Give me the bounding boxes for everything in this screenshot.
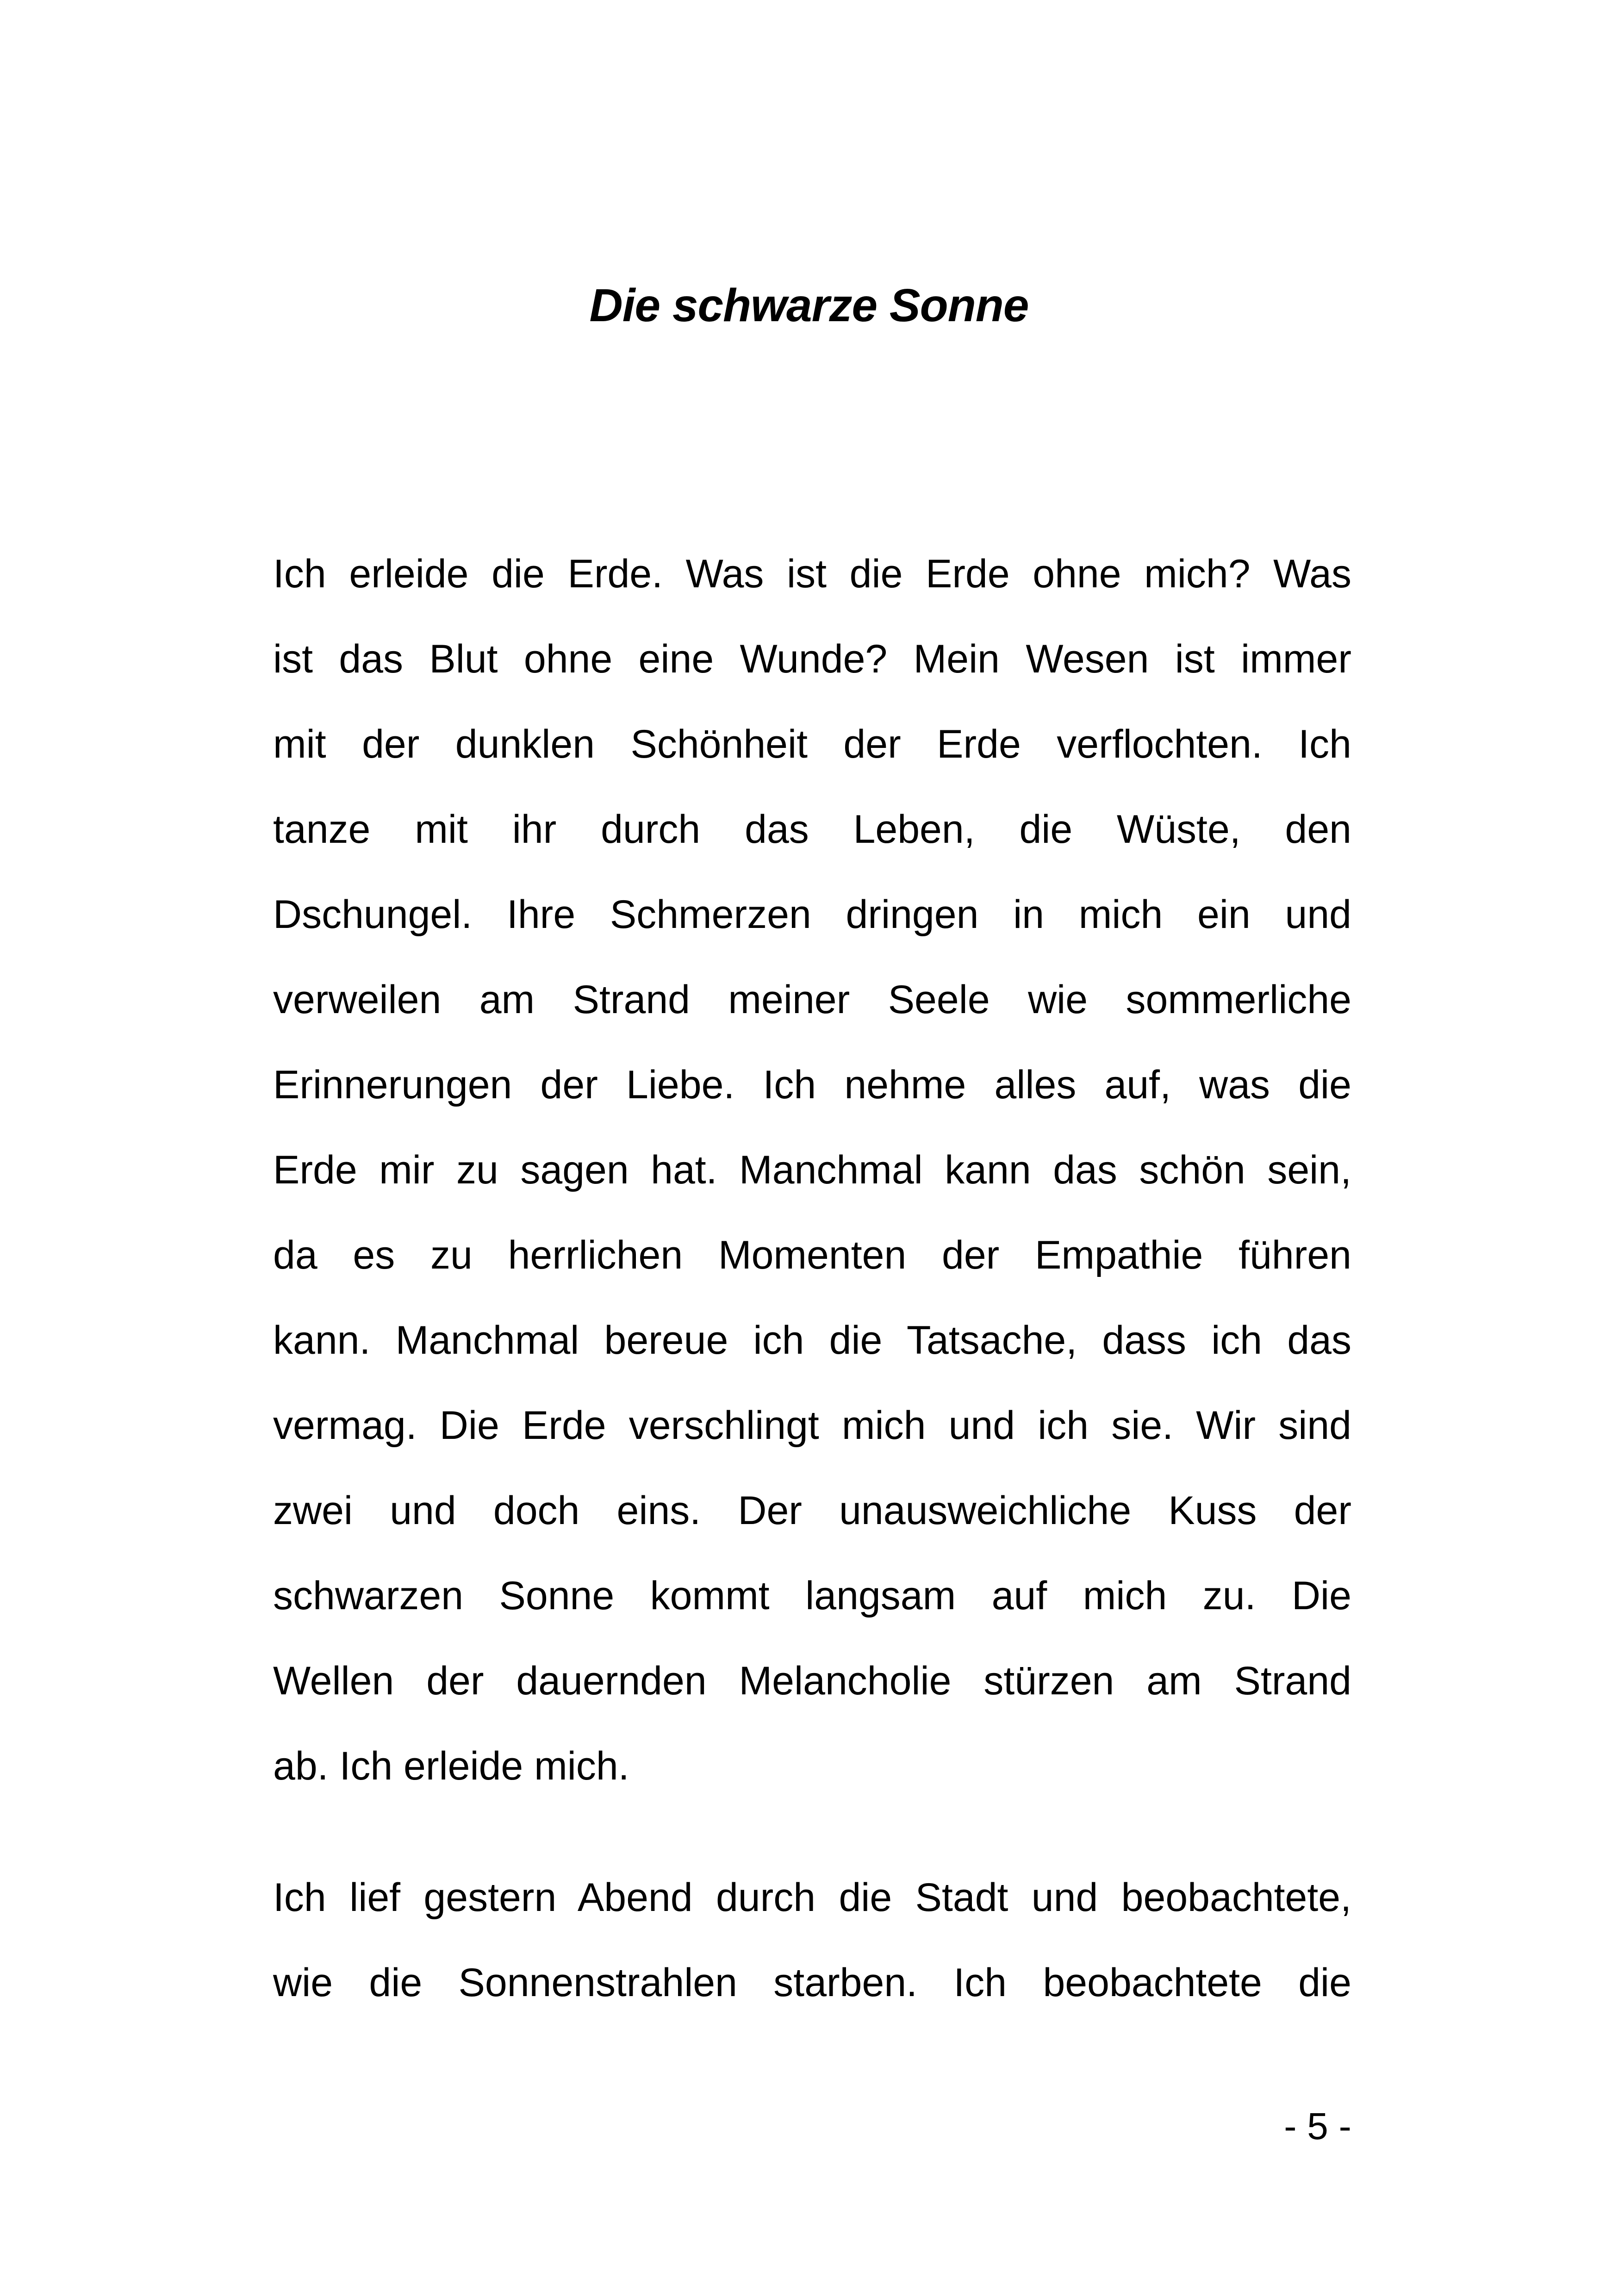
- text-line: schwarzen Sonne kommt langsam auf mich zu. Die: [273, 1574, 1351, 1618]
- text-line: tanze mit ihr durch das Leben, die Wüste, den: [273, 807, 1351, 852]
- text-line: vermag. Die Erde verschlingt mich und ich sie. Wir sind: [273, 1403, 1351, 1448]
- chapter-title: Die schwarze Sonne: [589, 280, 1029, 331]
- text-line: ist das Blut ohne eine Wunde? Mein Wesen ist immer: [273, 637, 1351, 681]
- text-line: Ich lief gestern Abend durch die Stadt und beobachtete,: [273, 1875, 1351, 1920]
- text-line: Erinnerungen der Liebe. Ich nehme alles auf, was die: [273, 1063, 1351, 1107]
- text-line: kann. Manchmal bereue ich die Tatsache, dass ich das: [273, 1318, 1351, 1363]
- text-line: ab. Ich erleide mich.: [273, 1744, 629, 1788]
- text-line: Erde mir zu sagen hat. Manchmal kann das schön sein,: [273, 1148, 1351, 1192]
- paragraph-2: [273, 1855, 1351, 2025]
- page-number: - 5 -: [1284, 2105, 1351, 2147]
- paragraph-1: [273, 531, 1351, 1809]
- text-line: da es zu herrlichen Momenten der Empathie führen: [273, 1233, 1351, 1277]
- body-text: [273, 531, 1351, 2005]
- text-line: Wellen der dauernden Melancholie stürzen am Strand: [273, 1659, 1351, 1703]
- text-line: mit der dunklen Schönheit der Erde verflochten. Ich: [273, 722, 1351, 766]
- text-line: Ich erleide die Erde. Was ist die Erde ohne mich? Was: [273, 552, 1351, 596]
- text-line: wie die Sonnenstrahlen starben. Ich beobachtete die: [273, 1960, 1351, 2005]
- text-line: zwei und doch eins. Der unausweichliche Kuss der: [273, 1488, 1351, 1533]
- text-line: verweilen am Strand meiner Seele wie sommerliche: [273, 977, 1351, 1022]
- text-line: Dschungel. Ihre Schmerzen dringen in mich ein und: [273, 892, 1351, 937]
